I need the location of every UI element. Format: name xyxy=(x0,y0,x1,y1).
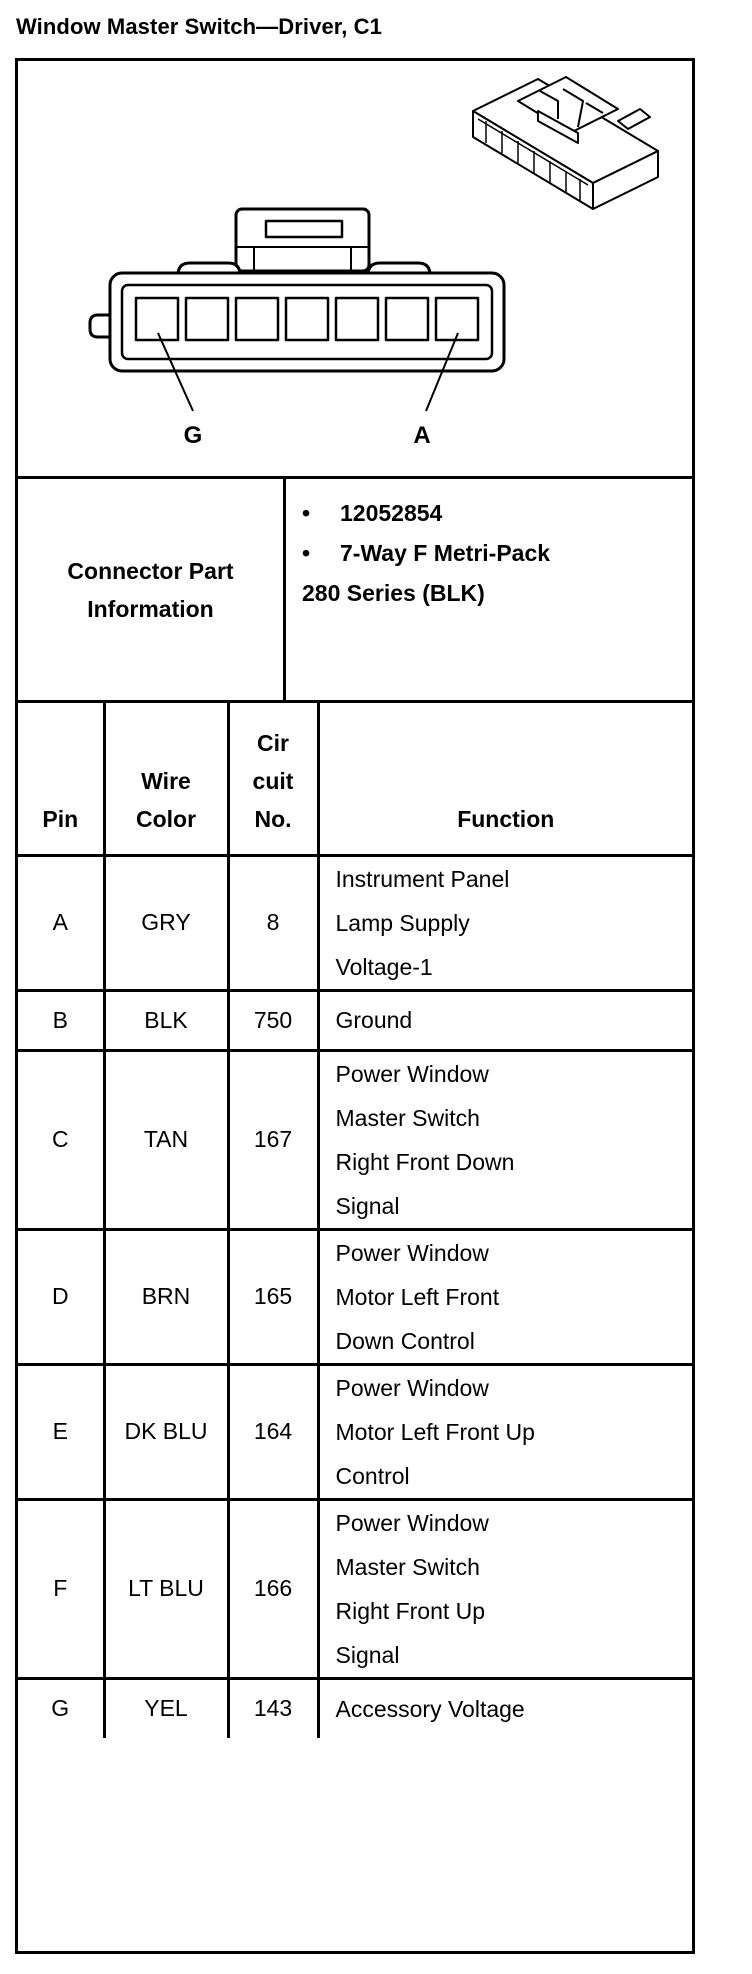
function-line: Signal xyxy=(335,1192,400,1219)
connector-type: 7-Way F Metri-Pack xyxy=(340,540,551,566)
pin-cell: D xyxy=(18,1229,104,1364)
function-line: Motor Left Front xyxy=(335,1283,500,1310)
pin-cell: E xyxy=(18,1364,104,1499)
pin-cell: A xyxy=(18,855,104,990)
function-line: Power Window xyxy=(335,1060,489,1087)
function-line: Signal xyxy=(335,1641,400,1668)
connector-diagram xyxy=(18,61,692,479)
label-line: Connector Part xyxy=(67,557,234,584)
pinout-table xyxy=(18,703,692,1738)
table-row xyxy=(18,1678,692,1738)
table-row xyxy=(18,990,692,1050)
function-header: Function xyxy=(318,703,692,855)
function-cell xyxy=(318,1364,692,1499)
function-line: Motor Left Front Up xyxy=(335,1418,535,1445)
document-title: Window Master Switch—Driver, C1 xyxy=(16,14,382,39)
function-cell xyxy=(318,855,692,990)
circuit-number-cell: 164 xyxy=(228,1364,318,1499)
function-cell xyxy=(318,1499,692,1678)
wire-color-cell: GRY xyxy=(104,855,228,990)
part-number-bullet: • 12052854 xyxy=(302,500,443,526)
circuit-number-cell: 750 xyxy=(228,990,318,1050)
pin-cell: B xyxy=(18,990,104,1050)
function-line: Down Control xyxy=(335,1327,475,1354)
wire-color-cell: TAN xyxy=(104,1050,228,1229)
function-cell xyxy=(318,1678,692,1738)
wire-color-header: Wire Color xyxy=(104,703,228,855)
connector-series: 280 Series (BLK) xyxy=(302,580,485,606)
function-line: Master Switch xyxy=(335,1104,480,1131)
connector-iso-view xyxy=(473,77,658,209)
pin-cell: F xyxy=(18,1499,104,1678)
circuit-number-cell: 167 xyxy=(228,1050,318,1229)
connector-type-bullet: • 7-Way F Metri-Pack xyxy=(302,540,551,566)
wire-color-cell: YEL xyxy=(104,1678,228,1738)
function-line: Control xyxy=(335,1462,410,1489)
connector-part-info xyxy=(18,479,692,703)
pinout-rows xyxy=(18,855,692,1738)
wire-color-cell: DK BLU xyxy=(104,1364,228,1499)
circuit-number-cell: 166 xyxy=(228,1499,318,1678)
function-line: Power Window xyxy=(335,1509,489,1536)
function-line: Instrument Panel xyxy=(335,865,510,892)
function-line: Lamp Supply xyxy=(335,909,470,936)
function-line: Power Window xyxy=(335,1374,489,1401)
connector-face-drawing xyxy=(18,61,692,479)
pin-cell: G xyxy=(18,1678,104,1738)
wire-color-cell: BRN xyxy=(104,1229,228,1364)
pin-header: Pin xyxy=(18,703,104,855)
function-line: Right Front Up xyxy=(335,1597,486,1624)
table-row xyxy=(18,1364,692,1499)
circuit-number-cell: 8 xyxy=(228,855,318,990)
pinout-header-row xyxy=(18,703,692,855)
wire-color-cell: LT BLU xyxy=(104,1499,228,1678)
connector-face xyxy=(90,209,504,411)
pin-a-callout: A xyxy=(413,422,431,449)
table-row xyxy=(18,1499,692,1678)
circuit-number-cell: 143 xyxy=(228,1678,318,1738)
function-cell xyxy=(318,990,692,1050)
circuit-number-header: Cir cuit No. xyxy=(228,703,318,855)
function-cell xyxy=(318,1050,692,1229)
part-number: 12052854 xyxy=(340,500,443,526)
label-line: Information xyxy=(87,595,214,622)
connector-part-info-values xyxy=(286,479,692,700)
function-cell xyxy=(318,1229,692,1364)
connector-part-info-label xyxy=(18,479,286,700)
function-line: Voltage-1 xyxy=(335,953,433,980)
function-line: Power Window xyxy=(335,1239,489,1266)
circuit-number-cell: 165 xyxy=(228,1229,318,1364)
wire-color-cell: BLK xyxy=(104,990,228,1050)
pin-g-callout: G xyxy=(183,422,203,449)
function-line: Master Switch xyxy=(335,1553,480,1580)
function-line: Accessory Voltage xyxy=(335,1695,525,1722)
table-row xyxy=(18,1229,692,1364)
function-line: Right Front Down xyxy=(335,1148,515,1175)
table-row xyxy=(18,855,692,990)
function-line: Ground xyxy=(335,1007,413,1033)
connector-sheet xyxy=(15,58,695,1954)
table-row xyxy=(18,1050,692,1229)
pin-cell: C xyxy=(18,1050,104,1229)
